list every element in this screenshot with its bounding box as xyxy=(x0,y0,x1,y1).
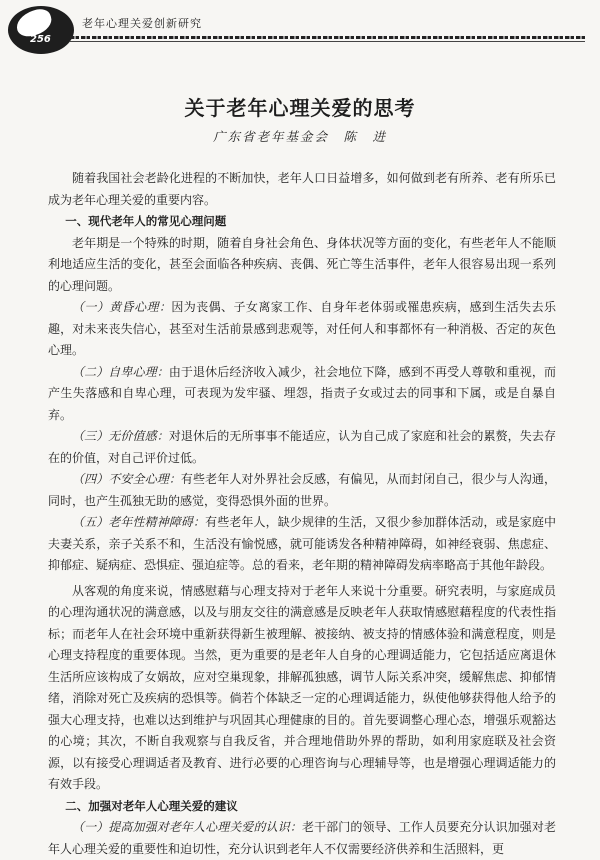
section-2-item-1-text: 老干部门的领导、工作人员要充分认识加强对老年人心理关爱的重要性和迫切性，充分认识到老年人不仅需要经济供养和生活照料，更 xyxy=(48,820,556,856)
article-body xyxy=(48,168,556,860)
page-number: 256 xyxy=(30,34,51,45)
article-title: 关于老年心理关爱的思考 xyxy=(184,96,416,120)
section-1-heading: 一、现代老年人的常见心理问题 xyxy=(65,214,227,228)
item-2 xyxy=(48,362,556,427)
item-4 xyxy=(48,469,556,512)
section-2-item-1 xyxy=(48,817,556,860)
item-2-label: （二）自卑心理： xyxy=(72,364,169,379)
item-4-label: （四）不安全心理： xyxy=(72,472,181,486)
section-2-item-1-label: （一）提高加强对老年人心理关爱的认识： xyxy=(72,820,302,834)
item-1 xyxy=(48,297,556,362)
running-title: 老年心理关爱创新研究 xyxy=(82,17,202,30)
item-4-text: 有些老年人对外界社会反感，有偏见，从而封闭自己，很少与人沟通，同时，也产生孤独无助的感觉，变得恐惧外面的世界。 xyxy=(48,472,556,508)
section-1-intro: 老年期是一个特殊的时期，随着自身社会角色、身体状况等方面的变化，有些老年人不能顺利地适应生活的变化，甚至会面临各种疾病、丧偶、死亡等生活事件，老年人很容易出现一系列的心理问题。 xyxy=(48,235,556,293)
article-author: 广东省老年基金会 陈 进 xyxy=(212,129,387,144)
support-paragraph: 从客观的角度来说，情感慰藉与心理支持对于老年人来说十分重要。研究表明，与家庭成员的心理沟通状况的满意感，以及与朋友交往的满意感是反映老年人获取情感慰藉程度的代表性指标；而老年人在社会环境中重新获得新生被理解、被接纳、被支持的情感体验和满意程度，则是心理支持程度的重要体现。当然，更为重要的是老年人自身的心理调适能力，它包括适应离退休生活所应该构成了女娲故，应对空巢现象，排解孤独感，调节人际关系冲突，缓解焦虑、抑郁情绪，消除对死亡及疾病的恐惧等。倘若个体缺乏一定的心理调适能力，纵使他够获得他人给予的强大心理支持，也难以达到维护与巩固其心理健康的目的。首先要调整心理心态，增强乐观豁达的心境；其次，不断自我观察与自我反省，并合理地借助外界的帮助，如利用家庭联及社会资源，以有接受心理调适者及教育、进行必要的心理咨询与心理辅导等，也是增强心理调适能力的有效手段。 xyxy=(48,583,556,791)
header-rule-thin xyxy=(70,41,585,42)
item-5 xyxy=(48,512,556,577)
item-5-text: 有些老年人，缺少规律的生活，又很少参加群体活动，或是家庭中夫妻关系，亲子关系不和，生活没有愉悦感，就可能诱发各种精神障碍，如神经衰弱、焦虑症、抑郁症、疑病症、恐惧症、强迫症等。总的看来，老年期的精神障碍发病率略高于其他年龄段。 xyxy=(48,515,556,572)
section-2-heading: 二、加强对老年人心理关爱的建议 xyxy=(65,798,238,813)
item-1-label: （一）黄昏心理： xyxy=(72,300,172,314)
item-5-label: （五）老年性精神障碍： xyxy=(72,515,206,529)
item-3-label: （三）无价值感： xyxy=(72,429,169,443)
intro-paragraph: 随着我国社会老龄化进程的不断加快，老年人口日益增多，如何做到老有所养、老有所乐已成为老年心理关爱的重要内容。 xyxy=(48,171,556,207)
item-1-text: 因为丧偶、子女离家工作、自身年老体弱或罹患疾病，感到生活失去乐趣，对未来丧失信心，甚至对生活前景感到悲观等，对任何人和事都怀有一种消极、否定的灰色心理。 xyxy=(48,300,556,357)
header-rule xyxy=(70,36,585,39)
page-number-badge xyxy=(8,6,74,54)
item-2-text: 由于退休后经济收入减少，社会地位下降，感到不再受人尊敬和重视，而产生失落感和自卑心理，可表现为发牢骚、埋怨，指责子女或过去的同事和下属，或是自暴自弃。 xyxy=(48,364,556,422)
item-3-text: 对退休后的无所事事不能适应，认为自己成了家庭和社会的累赘，失去存在的价值，对自己评价过低。 xyxy=(48,429,556,465)
item-3 xyxy=(48,426,556,469)
